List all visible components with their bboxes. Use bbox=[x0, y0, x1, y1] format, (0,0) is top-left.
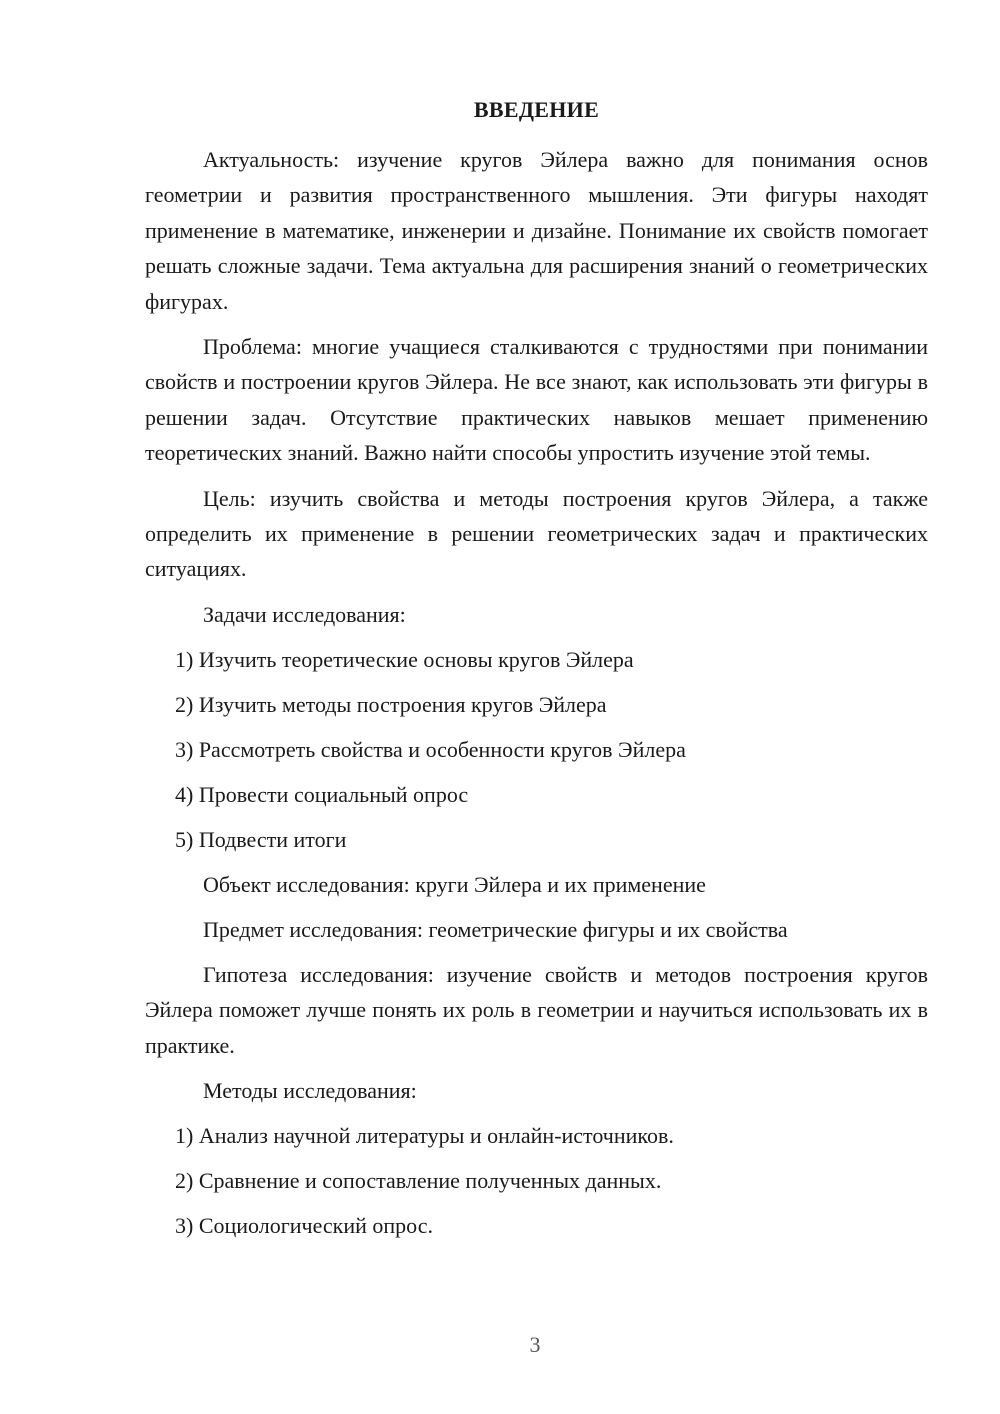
method-item: 1) Анализ научной литературы и онлайн-источников. bbox=[175, 1123, 674, 1149]
tasks-title: Задачи исследования: bbox=[203, 601, 406, 627]
section-heading: ВВЕДЕНИЕ bbox=[473, 97, 600, 122]
relevance-paragraph: Актуальность: изучение кругов Эйлера важно для понимания основ геометрии и развития пространственного мышления. Эти фигуры находят применение в математике, инженерии и дизайне. Понимание их свойств помогает решать сложные задачи. Тема актуальна для расширения знаний о геометрических фигурах. bbox=[145, 147, 928, 314]
problem-paragraph: Проблема: многие учащиеся сталкиваются с трудностями при понимании свойств и построении кругов Эйлера. Не все знают, как использовать эти фигуры в решении задач. Отсутствие практических навыков мешает применению теоретических знаний. Важно найти способы упростить изучение этой темы. bbox=[145, 334, 928, 466]
page-content bbox=[145, 92, 928, 1253]
method-item: 2) Сравнение и сопоставление полученных данных. bbox=[175, 1168, 662, 1194]
method-item: 3) Социологический опрос. bbox=[175, 1213, 433, 1239]
methods-title: Методы исследования: bbox=[203, 1078, 417, 1104]
task-item: 2) Изучить методы построения кругов Эйлера bbox=[175, 691, 607, 717]
task-item: 4) Провести социальный опрос bbox=[175, 781, 469, 807]
task-item: 1) Изучить теоретические основы кругов Эйлера bbox=[175, 646, 634, 672]
task-item: 5) Подвести итоги bbox=[175, 826, 347, 852]
task-item: 3) Рассмотреть свойства и особенности кругов Эйлера bbox=[175, 736, 686, 762]
page-number: 3 bbox=[529, 1332, 541, 1357]
subject-paragraph: Предмет исследования: геометрические фигуры и их свойства bbox=[203, 916, 788, 942]
goal-paragraph: Цель: изучить свойства и методы построения кругов Эйлера, а также определить их применение в решении геометрических задач и практических ситуациях. bbox=[145, 485, 928, 582]
object-paragraph: Объект исследования: круги Эйлера и их применение bbox=[203, 871, 706, 897]
hypothesis-paragraph: Гипотеза исследования: изучение свойств и методов построения кругов Эйлера поможет лучше понять их роль в геометрии и научиться использовать их в практике. bbox=[145, 961, 928, 1058]
